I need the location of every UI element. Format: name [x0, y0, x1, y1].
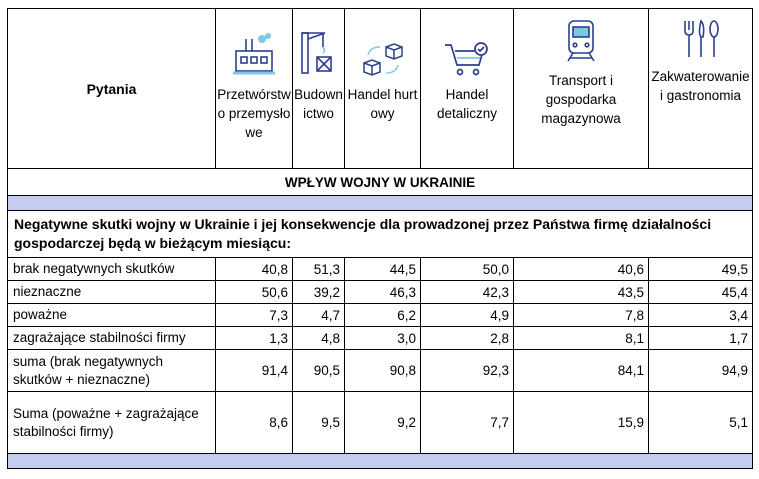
questions-header: Pytania: [8, 9, 216, 169]
survey-table: [7, 8, 753, 469]
sector-label: Transport i gospodarka magazynowa: [541, 73, 621, 126]
sector-label: Zakwaterowanie i gastronomia: [651, 69, 750, 103]
value-cell: 1,7: [649, 327, 753, 350]
row-label: Suma (poważne + zagrażające stabilności firmy): [8, 392, 216, 454]
sector-label: Handel detaliczny: [436, 87, 498, 121]
cutlery-icon: [649, 9, 752, 59]
value-cell: 7,7: [421, 392, 514, 454]
value-cell: 5,1: [649, 392, 753, 454]
row-label: poważne: [8, 304, 216, 327]
value-cell: 92,3: [421, 350, 514, 392]
section-title: WPŁYW WOJNY W UKRAINIE: [8, 169, 753, 196]
value-cell: 84,1: [514, 350, 649, 392]
table-row: [8, 258, 753, 281]
row-label: nieznaczne: [8, 281, 216, 304]
value-cell: 90,8: [345, 350, 421, 392]
section-title-row: [8, 169, 753, 196]
sector-header-wholesale: [345, 9, 421, 169]
value-cell: 9,2: [345, 392, 421, 454]
value-cell: 4,8: [293, 327, 345, 350]
value-cell: 91,4: [216, 350, 293, 392]
value-cell: 7,3: [216, 304, 293, 327]
row-label: brak negatywnych skutków: [8, 258, 216, 281]
factory-icon: [216, 9, 292, 77]
color-band: [8, 454, 753, 469]
value-cell: 6,2: [345, 304, 421, 327]
train-icon: [514, 9, 648, 63]
table-row: [8, 392, 753, 454]
value-cell: 50,0: [421, 258, 514, 281]
sector-header-accommodation: [649, 9, 753, 169]
value-cell: 1,3: [216, 327, 293, 350]
value-cell: 4,7: [293, 304, 345, 327]
value-cell: 8,1: [514, 327, 649, 350]
value-cell: 51,3: [293, 258, 345, 281]
sector-label: Przetwórstwo przemysłowe: [217, 87, 291, 140]
row-label: suma (brak negatywnych skutków + nieznaczne): [8, 350, 216, 392]
sector-header-retail: [421, 9, 514, 169]
question-row: [8, 211, 753, 258]
table-row: [8, 304, 753, 327]
value-cell: 2,8: [421, 327, 514, 350]
table-row: [8, 327, 753, 350]
value-cell: 94,9: [649, 350, 753, 392]
value-cell: 15,9: [514, 392, 649, 454]
sector-label: Budownictwo: [294, 87, 343, 121]
value-cell: 39,2: [293, 281, 345, 304]
value-cell: 4,9: [421, 304, 514, 327]
header-row: [8, 9, 753, 169]
value-cell: 43,5: [514, 281, 649, 304]
table-row: [8, 281, 753, 304]
sector-header-construction: [293, 9, 345, 169]
value-cell: 50,6: [216, 281, 293, 304]
value-cell: 3,0: [345, 327, 421, 350]
value-cell: 44,5: [345, 258, 421, 281]
value-cell: 40,8: [216, 258, 293, 281]
value-cell: 3,4: [649, 304, 753, 327]
value-cell: 9,5: [293, 392, 345, 454]
shopping-cart-icon: [421, 9, 513, 77]
value-cell: 8,6: [216, 392, 293, 454]
table-row: [8, 350, 753, 392]
sector-header-manufacturing: [216, 9, 293, 169]
value-cell: 49,5: [649, 258, 753, 281]
value-cell: 7,8: [514, 304, 649, 327]
color-band: [8, 196, 753, 211]
crane-icon: [293, 9, 344, 77]
band-row: [8, 196, 753, 211]
boxes-exchange-icon: [345, 9, 420, 77]
value-cell: 42,3: [421, 281, 514, 304]
band-row: [8, 454, 753, 469]
question-text: Negatywne skutki wojny w Ukrainie i jej konsekwencje dla prowadzonej przez Państwa firmę działalności gospodarczej będą w bieżącym miesiącu:: [8, 211, 753, 258]
row-label: zagrażające stabilności firmy: [8, 327, 216, 350]
value-cell: 90,5: [293, 350, 345, 392]
value-cell: 45,4: [649, 281, 753, 304]
sector-header-transport: [514, 9, 649, 169]
value-cell: 40,6: [514, 258, 649, 281]
sector-label: Handel hurtowy: [347, 87, 418, 121]
value-cell: 46,3: [345, 281, 421, 304]
